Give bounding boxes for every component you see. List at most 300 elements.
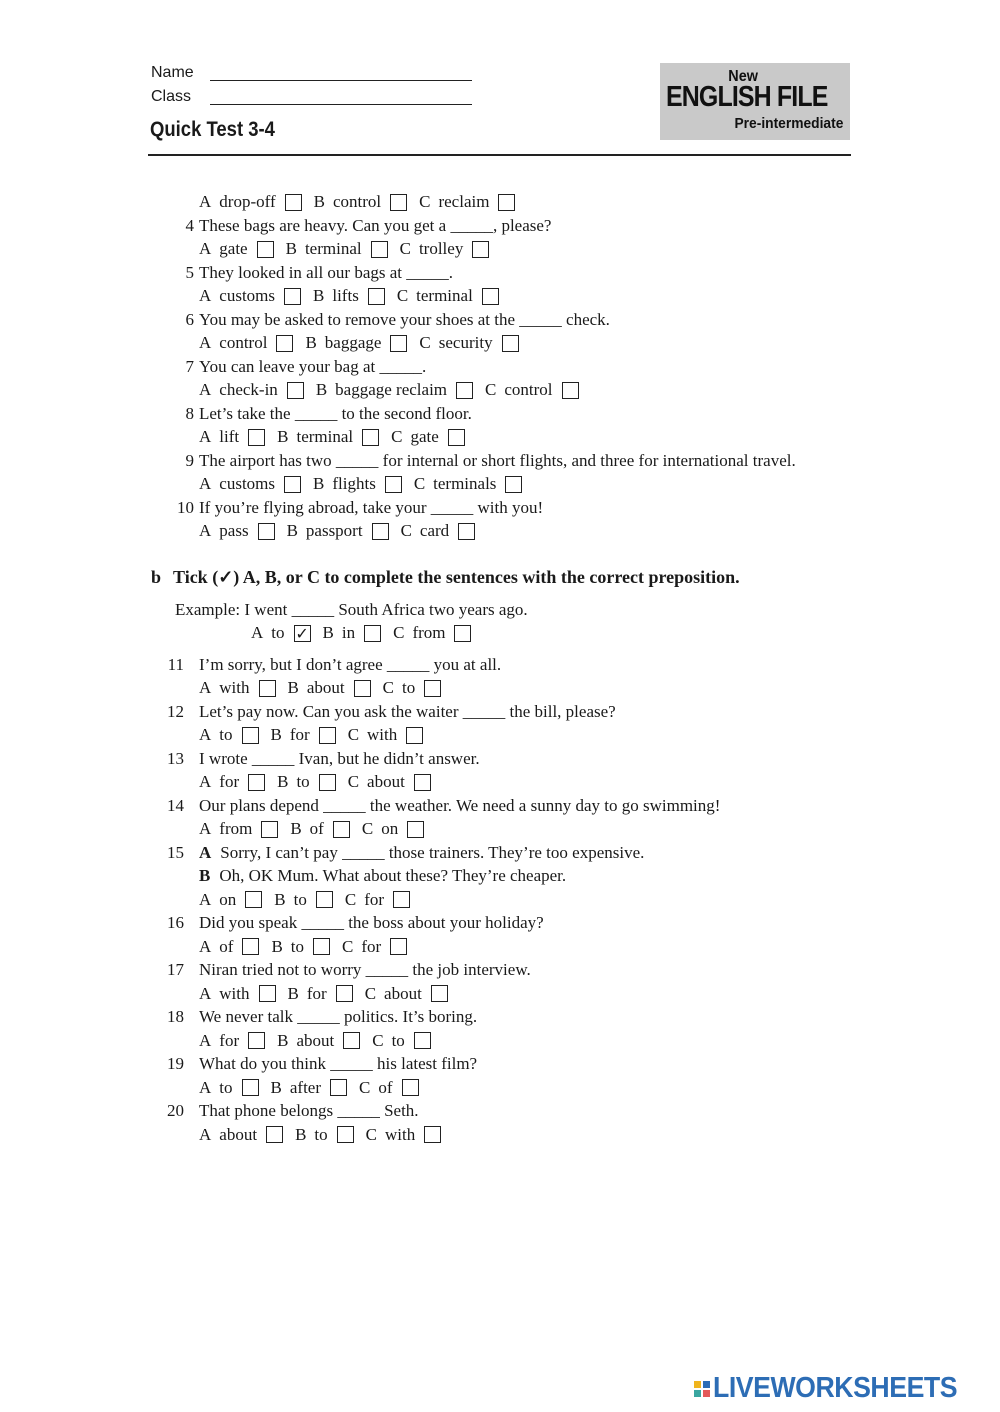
answer-checkbox[interactable] bbox=[261, 821, 278, 838]
option-letter: A bbox=[199, 1124, 212, 1144]
question-options bbox=[199, 474, 534, 494]
option-word: to bbox=[296, 772, 310, 792]
answer-checkbox[interactable] bbox=[424, 680, 441, 697]
option-letter: B bbox=[285, 239, 297, 258]
option-word: on bbox=[219, 889, 237, 909]
option-word: about bbox=[306, 678, 345, 698]
option-word: about bbox=[219, 1124, 258, 1144]
option-c[interactable] bbox=[400, 239, 490, 259]
option-letter: B bbox=[313, 474, 325, 493]
option-word: in bbox=[341, 623, 356, 642]
question-text bbox=[199, 1101, 419, 1121]
option-word: from bbox=[219, 819, 253, 839]
question-text bbox=[199, 913, 544, 933]
question-number: 16 bbox=[167, 913, 184, 933]
option-b[interactable] bbox=[316, 380, 473, 400]
option-word: to bbox=[271, 623, 285, 642]
line-text: Sorry, I can’t pay _____ those trainers. They’re too expensive. bbox=[220, 843, 645, 862]
answer-checkbox[interactable] bbox=[390, 335, 407, 352]
answer-checkbox[interactable] bbox=[390, 194, 407, 211]
option-a[interactable] bbox=[199, 286, 301, 306]
option-word: about bbox=[384, 983, 422, 1003]
option-c[interactable] bbox=[397, 286, 499, 306]
option-c[interactable] bbox=[365, 984, 448, 1004]
option-c[interactable] bbox=[485, 380, 579, 400]
line-text: Did you speak _____ the boss about your holiday? bbox=[199, 913, 544, 933]
option-letter: A bbox=[199, 427, 212, 446]
question-options bbox=[199, 678, 453, 698]
answer-checkbox[interactable] bbox=[284, 288, 301, 305]
line-text: Let’s pay now. Can you ask the waiter _____ the bill, please? bbox=[199, 702, 616, 721]
option-word: of bbox=[378, 1077, 393, 1097]
option-a[interactable] bbox=[199, 725, 259, 745]
option-word: to bbox=[391, 1030, 405, 1050]
answer-checkbox[interactable] bbox=[333, 821, 350, 838]
option-word: gate bbox=[219, 239, 248, 258]
question-options bbox=[199, 192, 527, 212]
question-options bbox=[199, 772, 443, 792]
option-letter: A bbox=[199, 678, 212, 698]
answer-checkbox[interactable] bbox=[248, 774, 265, 791]
option-word: for bbox=[361, 936, 382, 956]
option-a[interactable] bbox=[199, 333, 293, 353]
question-options bbox=[199, 427, 477, 447]
option-letter: A bbox=[251, 623, 264, 642]
option-letter: B bbox=[274, 889, 286, 909]
option-b[interactable] bbox=[287, 521, 389, 541]
logo-english-file: ENGLISH FILE bbox=[666, 81, 828, 113]
option-b[interactable] bbox=[277, 1031, 360, 1051]
answer-checkbox[interactable] bbox=[258, 523, 275, 540]
answer-checkbox[interactable] bbox=[259, 985, 276, 1002]
question-text bbox=[199, 843, 644, 863]
option-word: about bbox=[367, 772, 405, 792]
option-letter: C bbox=[419, 333, 431, 352]
option-letter: C bbox=[391, 427, 403, 446]
option-b[interactable] bbox=[314, 192, 408, 212]
option-letter: C bbox=[365, 1124, 377, 1144]
option-letter: C bbox=[400, 521, 412, 540]
option-a[interactable] bbox=[199, 1125, 283, 1145]
option-word: with bbox=[219, 983, 250, 1003]
option-letter: A bbox=[199, 521, 212, 540]
section-b-instruction: Tick (✓) A, B, or C to complete the sentences with the correct preposition. bbox=[173, 567, 740, 587]
option-letter: A bbox=[199, 1030, 212, 1050]
question-number: 8 bbox=[185, 403, 194, 423]
logo-level: Pre-intermediate bbox=[734, 115, 843, 132]
option-word: to bbox=[314, 1124, 328, 1144]
option-word: terminal bbox=[416, 286, 473, 305]
answer-checkbox[interactable] bbox=[431, 985, 448, 1002]
answer-checkbox[interactable] bbox=[266, 1126, 283, 1143]
option-b[interactable] bbox=[271, 1078, 347, 1098]
option-letter: A bbox=[199, 983, 212, 1003]
option-a[interactable] bbox=[199, 937, 259, 957]
option-b[interactable] bbox=[295, 1125, 354, 1145]
option-letter: B bbox=[270, 725, 282, 745]
answer-checkbox[interactable] bbox=[259, 680, 276, 697]
option-b[interactable] bbox=[271, 937, 330, 957]
option-a[interactable] bbox=[251, 623, 311, 643]
question-number: 7 bbox=[185, 356, 194, 376]
option-a[interactable] bbox=[199, 521, 275, 541]
question-options bbox=[199, 333, 531, 353]
option-b[interactable] bbox=[277, 772, 336, 792]
option-word: baggage reclaim bbox=[335, 380, 448, 399]
option-word: control bbox=[332, 192, 382, 211]
answer-checkbox[interactable] bbox=[284, 476, 301, 493]
liveworksheets-icon bbox=[694, 1381, 710, 1397]
option-word: lifts bbox=[332, 286, 359, 305]
option-a[interactable] bbox=[199, 678, 276, 698]
question-number: 18 bbox=[167, 1007, 184, 1027]
question-text: You may be asked to remove your shoes at the _____ check. bbox=[199, 309, 610, 329]
option-word: customs bbox=[219, 474, 276, 493]
answer-checkbox[interactable] bbox=[248, 429, 265, 446]
option-letter: C bbox=[382, 678, 394, 698]
answer-checkbox[interactable] bbox=[505, 476, 522, 493]
option-letter: A bbox=[199, 772, 212, 792]
line-text: Oh, OK Mum. What about these? They’re cheaper. bbox=[219, 866, 567, 886]
option-letter: B bbox=[287, 678, 299, 698]
option-a[interactable] bbox=[199, 380, 304, 400]
option-word: control bbox=[504, 380, 553, 399]
option-word: with bbox=[384, 1124, 416, 1144]
question-options bbox=[199, 521, 487, 541]
option-letter: C bbox=[359, 1077, 371, 1097]
answer-checkbox[interactable] bbox=[407, 821, 424, 838]
answer-checkbox[interactable] bbox=[313, 938, 330, 955]
option-b[interactable] bbox=[277, 427, 379, 447]
option-word: flights bbox=[332, 474, 376, 493]
option-c[interactable] bbox=[419, 192, 515, 212]
option-word: trolley bbox=[418, 239, 464, 258]
logo-new: New bbox=[728, 68, 758, 85]
option-word: lift bbox=[219, 427, 240, 446]
question-text: These bags are heavy. Can you get a _____, please? bbox=[199, 215, 552, 235]
option-a[interactable] bbox=[199, 890, 262, 910]
option-b[interactable] bbox=[288, 678, 371, 698]
option-b[interactable] bbox=[305, 333, 407, 353]
example-options bbox=[251, 623, 483, 643]
answer-checkbox[interactable] bbox=[287, 382, 304, 399]
option-a[interactable] bbox=[199, 192, 302, 212]
option-word: to bbox=[293, 889, 307, 909]
answer-checkbox[interactable]: ✓ bbox=[295, 623, 309, 643]
option-letter: C bbox=[485, 380, 497, 399]
option-word: for bbox=[364, 889, 385, 909]
option-letter: C bbox=[361, 819, 374, 839]
option-c[interactable] bbox=[342, 937, 407, 957]
option-c[interactable] bbox=[362, 819, 424, 839]
option-word: control bbox=[219, 333, 268, 352]
option-letter: B bbox=[295, 1124, 307, 1144]
option-a[interactable] bbox=[199, 239, 274, 259]
option-c[interactable] bbox=[372, 1031, 431, 1051]
answer-checkbox[interactable] bbox=[371, 241, 388, 258]
question-number: 20 bbox=[167, 1101, 184, 1121]
answer-checkbox[interactable] bbox=[482, 288, 499, 305]
example-text: Example: I went _____ South Africa two years ago. bbox=[175, 600, 528, 619]
option-a[interactable] bbox=[199, 984, 276, 1004]
answer-checkbox[interactable] bbox=[362, 429, 379, 446]
answer-checkbox[interactable] bbox=[337, 1126, 354, 1143]
question-options bbox=[199, 819, 436, 839]
option-letter: A bbox=[199, 725, 212, 745]
option-word: with bbox=[219, 678, 250, 698]
option-a[interactable] bbox=[199, 427, 265, 447]
option-word: pass bbox=[219, 521, 249, 540]
question-options bbox=[199, 239, 501, 259]
question-text bbox=[199, 960, 531, 980]
option-letter: B bbox=[271, 936, 283, 956]
option-a[interactable] bbox=[199, 819, 278, 839]
question-number: 17 bbox=[167, 960, 184, 980]
answer-checkbox[interactable] bbox=[242, 938, 259, 955]
option-letter: B bbox=[315, 380, 328, 399]
option-letter: C bbox=[419, 192, 431, 211]
answer-checkbox[interactable] bbox=[472, 241, 489, 258]
question-number: 9 bbox=[185, 450, 194, 470]
question-text bbox=[199, 702, 616, 722]
option-word: to bbox=[290, 936, 305, 956]
answer-checkbox[interactable] bbox=[242, 727, 259, 744]
option-c[interactable] bbox=[366, 1125, 442, 1145]
answer-checkbox[interactable] bbox=[364, 625, 381, 642]
option-word: gate bbox=[410, 427, 439, 446]
answer-checkbox[interactable] bbox=[354, 680, 371, 697]
option-word: check-in bbox=[219, 380, 278, 399]
answer-checkbox[interactable] bbox=[498, 194, 515, 211]
question-number: 12 bbox=[167, 702, 184, 721]
question-text bbox=[199, 1007, 477, 1027]
class-field[interactable] bbox=[210, 104, 472, 105]
question-number: 13 bbox=[167, 749, 184, 768]
answer-checkbox[interactable] bbox=[454, 625, 471, 642]
option-word: terminal bbox=[304, 239, 362, 258]
option-letter: A bbox=[199, 239, 212, 258]
answer-checkbox[interactable] bbox=[330, 1079, 347, 1096]
option-word: to bbox=[219, 725, 233, 745]
answer-checkbox[interactable] bbox=[458, 523, 475, 540]
option-word: baggage bbox=[324, 333, 382, 352]
question-options bbox=[199, 937, 419, 957]
answer-checkbox[interactable] bbox=[242, 1079, 259, 1096]
option-c[interactable] bbox=[414, 474, 523, 494]
option-letter: A bbox=[199, 889, 212, 909]
question-options bbox=[199, 1078, 431, 1098]
answer-checkbox[interactable] bbox=[276, 335, 293, 352]
header-divider bbox=[148, 154, 851, 156]
option-letter: C bbox=[372, 1030, 384, 1050]
option-c[interactable] bbox=[348, 725, 424, 745]
question-text bbox=[199, 796, 720, 816]
option-letter: C bbox=[396, 286, 409, 305]
option-c[interactable] bbox=[348, 772, 431, 792]
answer-checkbox[interactable] bbox=[385, 476, 402, 493]
line-text: That phone belongs _____ Seth. bbox=[199, 1101, 419, 1121]
option-letter: B bbox=[277, 427, 289, 446]
question-options bbox=[199, 286, 511, 306]
option-word: with bbox=[367, 725, 398, 745]
answer-checkbox[interactable] bbox=[245, 891, 262, 908]
question-options bbox=[199, 984, 460, 1004]
answer-checkbox[interactable] bbox=[414, 1032, 431, 1049]
answer-checkbox[interactable] bbox=[402, 1079, 419, 1096]
option-word: terminals bbox=[433, 474, 497, 493]
option-letter: B bbox=[313, 192, 325, 211]
line-text: We never talk _____ politics. It’s boring. bbox=[199, 1007, 478, 1027]
answer-checkbox[interactable] bbox=[257, 241, 274, 258]
option-word: of bbox=[309, 819, 324, 839]
name-field[interactable] bbox=[210, 80, 472, 81]
question-text bbox=[199, 655, 501, 675]
answer-checkbox[interactable] bbox=[336, 985, 353, 1002]
option-letter: A bbox=[199, 819, 212, 839]
option-c[interactable] bbox=[393, 623, 471, 643]
option-b[interactable] bbox=[323, 623, 382, 643]
option-letter: A bbox=[199, 333, 212, 352]
option-b[interactable] bbox=[271, 725, 336, 745]
option-letter: C bbox=[342, 936, 354, 956]
option-letter: B bbox=[270, 1077, 282, 1097]
option-b[interactable] bbox=[274, 890, 333, 910]
liveworksheets-logo bbox=[694, 1372, 978, 1405]
option-letter: A bbox=[199, 380, 212, 399]
option-letter: A bbox=[199, 286, 212, 305]
line-text: What do you think _____ his latest film? bbox=[199, 1054, 478, 1074]
option-c[interactable] bbox=[401, 521, 476, 541]
option-word: to bbox=[401, 678, 416, 698]
answer-checkbox[interactable] bbox=[414, 774, 431, 791]
option-c[interactable] bbox=[419, 333, 518, 353]
line-text: Our plans depend _____ the weather. We need a sunny day to go swimming! bbox=[199, 796, 721, 815]
option-word: card bbox=[419, 521, 450, 540]
option-letter: B bbox=[290, 819, 302, 839]
line-text: Niran tried not to worry _____ the job interview. bbox=[199, 960, 531, 980]
question-text bbox=[199, 866, 566, 886]
option-letter: C bbox=[399, 239, 411, 258]
question-text: If you’re flying abroad, take your _____ with you! bbox=[199, 497, 544, 517]
line-text: I wrote _____ Ivan, but he didn’t answer. bbox=[199, 749, 480, 768]
question-number: 4 bbox=[185, 215, 194, 235]
answer-checkbox[interactable] bbox=[456, 382, 473, 399]
question-number: 11 bbox=[167, 655, 184, 674]
liveworksheets-brand: LIVEWORKSHEETS bbox=[713, 1372, 958, 1404]
option-word: for bbox=[289, 725, 310, 745]
option-a[interactable] bbox=[199, 474, 301, 494]
option-letter: C bbox=[364, 983, 377, 1003]
option-letter: A bbox=[199, 1077, 212, 1097]
page-title: Quick Test 3-4 bbox=[150, 118, 275, 141]
question-number: 10 bbox=[177, 497, 194, 517]
answer-checkbox[interactable] bbox=[316, 891, 333, 908]
question-options bbox=[199, 890, 422, 910]
question-options bbox=[199, 1031, 443, 1051]
question-number: 14 bbox=[167, 796, 184, 815]
question-text: Let’s take the _____ to the second floor. bbox=[199, 403, 472, 423]
section-b-heading bbox=[151, 567, 740, 588]
section-b-letter: b bbox=[151, 567, 162, 587]
class-label: Class bbox=[151, 88, 192, 105]
answer-checkbox[interactable] bbox=[448, 429, 465, 446]
option-letter: C bbox=[347, 725, 360, 745]
question-text bbox=[199, 749, 480, 769]
answer-checkbox[interactable] bbox=[424, 1126, 441, 1143]
option-b[interactable] bbox=[290, 819, 350, 839]
option-letter: A bbox=[199, 936, 212, 956]
answer-checkbox[interactable] bbox=[319, 727, 336, 744]
line-text: I’m sorry, but I don’t agree _____ you at all. bbox=[199, 655, 502, 674]
option-word: for bbox=[219, 772, 240, 792]
option-letter: B bbox=[322, 623, 334, 642]
answer-checkbox[interactable] bbox=[390, 938, 407, 955]
answer-checkbox[interactable] bbox=[562, 382, 579, 399]
option-b[interactable] bbox=[288, 984, 353, 1004]
english-file-logo bbox=[660, 63, 850, 140]
option-b[interactable] bbox=[313, 286, 385, 306]
answer-checkbox[interactable] bbox=[343, 1032, 360, 1049]
option-letter: B bbox=[313, 286, 325, 305]
option-c[interactable] bbox=[359, 1078, 419, 1098]
option-letter: A bbox=[199, 474, 212, 493]
option-c[interactable] bbox=[345, 890, 410, 910]
question-text: You can leave your bag at _____. bbox=[199, 356, 427, 376]
option-letter: B bbox=[305, 333, 317, 352]
answer-checkbox[interactable] bbox=[248, 1032, 265, 1049]
answer-checkbox[interactable] bbox=[393, 891, 410, 908]
answer-checkbox[interactable] bbox=[368, 288, 385, 305]
option-b[interactable] bbox=[286, 239, 388, 259]
option-word: of bbox=[219, 936, 234, 956]
question-number: 15 bbox=[167, 843, 184, 862]
option-letter: B bbox=[277, 1030, 289, 1050]
option-word: from bbox=[412, 623, 446, 642]
option-word: terminal bbox=[296, 427, 354, 446]
question-number: 6 bbox=[185, 309, 194, 329]
question-number: 5 bbox=[185, 262, 194, 282]
option-word: after bbox=[289, 1077, 321, 1097]
answer-checkbox[interactable] bbox=[285, 194, 302, 211]
option-a[interactable] bbox=[199, 1078, 259, 1098]
option-word: on bbox=[381, 819, 399, 839]
answer-checkbox[interactable] bbox=[502, 335, 519, 352]
option-word: for bbox=[219, 1030, 240, 1050]
question-number: 19 bbox=[167, 1054, 184, 1074]
option-word: passport bbox=[305, 521, 363, 540]
option-letter: C bbox=[393, 623, 405, 642]
option-a[interactable] bbox=[199, 772, 265, 792]
option-a[interactable] bbox=[199, 1031, 265, 1051]
option-letter: B bbox=[287, 983, 299, 1003]
speaker-label: A bbox=[199, 843, 212, 862]
option-word: to bbox=[219, 1077, 233, 1097]
option-c[interactable] bbox=[383, 678, 442, 698]
option-word: drop-off bbox=[219, 192, 276, 211]
option-letter: C bbox=[347, 772, 360, 792]
question-options bbox=[199, 1125, 453, 1145]
name-label: Name bbox=[151, 64, 194, 81]
option-letter: B bbox=[277, 772, 289, 792]
option-word: for bbox=[306, 983, 327, 1003]
option-c[interactable] bbox=[391, 427, 465, 447]
option-b[interactable] bbox=[313, 474, 402, 494]
question-text bbox=[199, 1054, 477, 1074]
question-options bbox=[199, 725, 435, 745]
answer-checkbox[interactable] bbox=[406, 727, 423, 744]
answer-checkbox[interactable] bbox=[319, 774, 336, 791]
answer-checkbox[interactable] bbox=[372, 523, 389, 540]
